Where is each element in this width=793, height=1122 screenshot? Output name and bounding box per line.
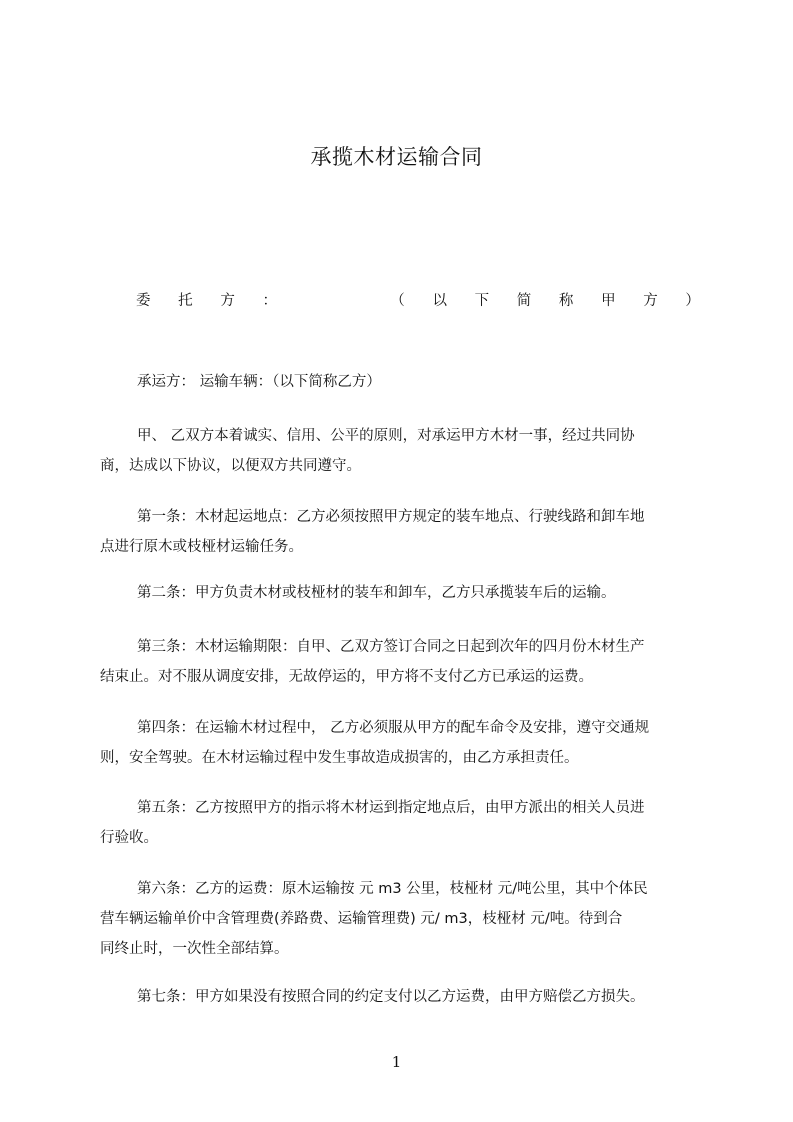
intro-line: 甲、 乙双方本着诚实、信用、公平的原则，对承运甲方木材一事，经过共同协 (137, 428, 635, 444)
article-5-line: 行验收。 (100, 830, 158, 846)
article-6 (100, 874, 700, 964)
article-4 (100, 713, 700, 773)
document-title: 承揽木材运输合同 (310, 145, 483, 169)
article-1-line: 点进行原木或枝桠材运输任务。 (100, 539, 303, 555)
party-a-char: 以 (432, 293, 447, 309)
party-a-char: 简 (516, 293, 532, 309)
article-5-line: 第五条：乙方按照甲方的指示将木材运到指定地点后，由甲方派出的相关人员进 (137, 800, 645, 816)
party-a-char: 下 (474, 293, 490, 309)
party-a-char: 托 (178, 293, 193, 309)
party-a-char: 称 (558, 293, 574, 309)
article-3-line: 结束止。对不服从调度安排，无故停运的，甲方将不支付乙方已承运的运费。 (100, 669, 593, 685)
article-5 (100, 793, 700, 853)
party-a-char: 甲 (601, 293, 616, 309)
party-a-char: （ (390, 293, 405, 309)
article-6-line: 营车辆运输单价中含管理费(养路费、运输管理费) 元/ m3，枝桠材 元/吨。待到合 (100, 911, 623, 927)
article-7 (100, 982, 700, 1012)
party-a-char: 方 (643, 293, 658, 309)
article-1-line: 第一条：木材起运地点：乙方必须按照甲方规定的装车地点、行驶线路和卸车地 (137, 509, 645, 525)
party-b-line: 承运方： 运输车辆：（以下简称乙方） (137, 374, 381, 390)
page-number: 1 (391, 1053, 402, 1071)
article-1 (100, 502, 700, 562)
party-a-char: 方 (220, 293, 235, 309)
article-4-line: 则，安全驾驶。在木材运输过程中发生事故造成损害的，由乙方承担责任。 (100, 750, 579, 766)
article-2-line: 第二条：甲方负责木材或枝桠材的装车和卸车，乙方只承揽装车后的运输。 (137, 585, 616, 601)
article-6-line: 同终止时，一次性全部结算。 (100, 941, 289, 957)
party-a-char: ） (685, 293, 700, 309)
intro-paragraph (100, 421, 700, 481)
article-3 (100, 632, 700, 692)
article-2 (100, 578, 700, 608)
party-a-line (136, 286, 700, 316)
party-a-blank (305, 286, 363, 316)
article-6-line: 第六条：乙方的运费：原木运输按 元 m3 公里，枝桠材 元/吨公里，其中个体民 (137, 881, 648, 897)
article-7-line: 第七条：甲方如果没有按照合同的约定支付以乙方运费，由甲方赔偿乙方损失。 (137, 989, 645, 1005)
party-a-char: ： (262, 293, 277, 309)
intro-line: 商，达成以下协议，以便双方共同遵守。 (100, 458, 361, 474)
article-4-line: 第四条：在运输木材过程中， 乙方必须服从甲方的配车命令及安排，遵守交通规 (137, 720, 650, 736)
article-3-line: 第三条：木材运输期限：自甲、乙双方签订合同之日起到次年的四月份木材生产 (137, 639, 645, 655)
party-a-char: 委 (136, 293, 151, 309)
